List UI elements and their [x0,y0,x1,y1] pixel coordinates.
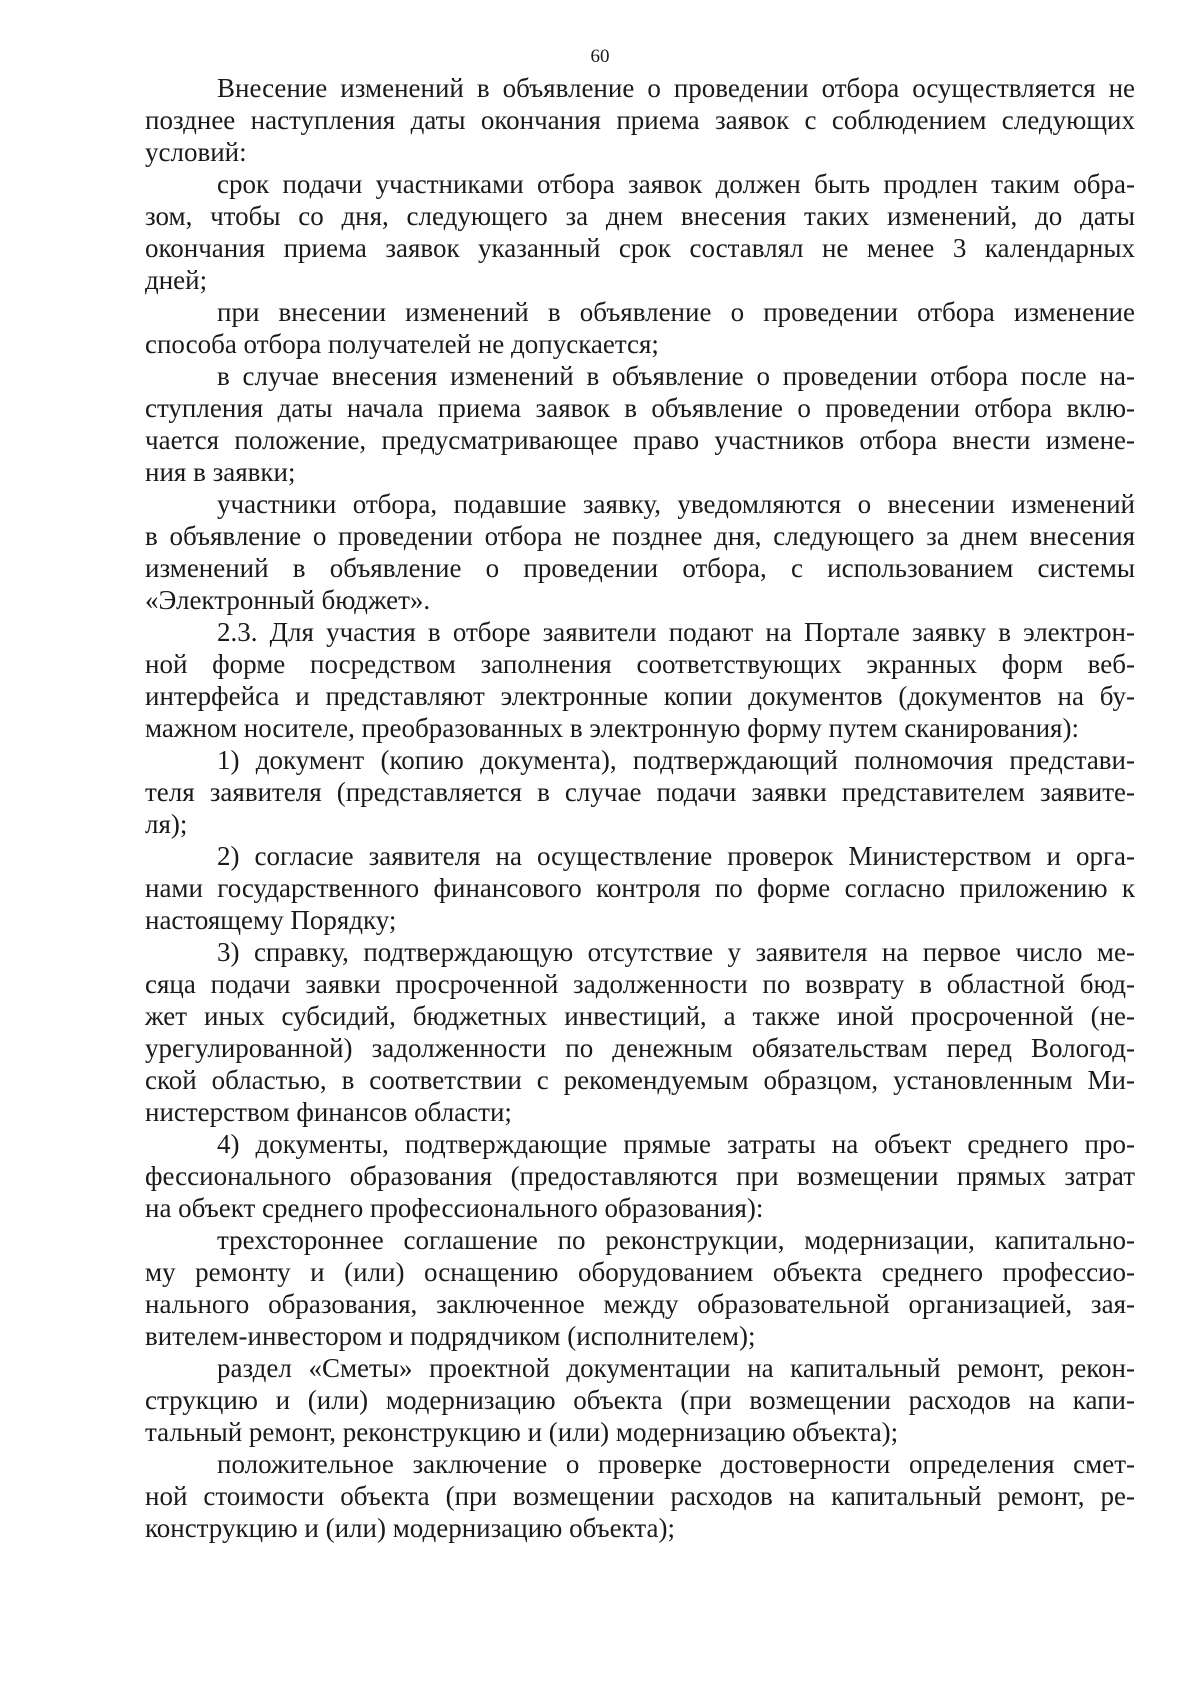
text-line: Внесение изменений в объявление о проведении отбора осуществляется не [217,73,1135,103]
text-line: зом, чтобы со дня, следующего за днем внесения таких изменений, до даты [145,201,1135,231]
text-line: окончания приема заявок указанный срок составлял не менее 3 календарных [145,233,1135,263]
text-line: нами государственного финансового контроля по форме согласно приложению к [145,873,1135,903]
document-body [145,72,1135,1544]
text-line: интерфейса и представляют электронные копии документов (документов на бу- [145,681,1135,711]
text-line: 3) справку, подтверждающую отсутствие у заявителя на первое число ме- [217,937,1135,967]
text-line: дней; [145,265,208,295]
text-line: срок подачи участниками отбора заявок должен быть продлен таким обра- [217,169,1135,199]
paragraph [145,1448,1135,1544]
text-line: способа отбора получателей не допускается; [145,329,659,359]
paragraph [145,744,1135,840]
paragraph [145,616,1135,744]
text-line: тальный ремонт, реконструкцию и (или) модернизацию объекта); [145,1417,899,1447]
text-line: чается положение, предусматривающее право участников отбора внести измене- [145,425,1135,455]
text-line: вителем-инвестором и подрядчиком (исполнителем); [145,1321,756,1351]
text-line: му ремонту и (или) оснащению оборудованием объекта среднего профессио- [145,1257,1135,1287]
paragraph [145,1128,1135,1224]
text-line: фессионального образования (предоставляются при возмещении прямых затрат [145,1161,1135,1191]
text-line: ной стоимости объекта (при возмещении расходов на капитальный ремонт, ре- [145,1481,1135,1511]
text-line: 1) документ (копию документа), подтверждающий полномочия представи- [217,745,1135,775]
paragraph [145,1352,1135,1448]
text-line: ступления даты начала приема заявок в объявление о проведении отбора вклю- [145,393,1135,423]
paragraph [145,1224,1135,1352]
paragraph [145,840,1135,936]
paragraph [145,72,1135,168]
text-line: сяца подачи заявки просроченной задолженности по возврату в областной бюд- [145,969,1135,999]
text-line: ля); [145,809,188,839]
text-line: на объект среднего профессионального образования): [145,1193,764,1223]
text-line: участники отбора, подавшие заявку, уведомляются о внесении изменений [217,489,1135,519]
text-line: ной форме посредством заполнения соответствующих экранных форм веб- [145,649,1135,679]
text-line: жет иных субсидий, бюджетных инвестиций, а также иной просроченной (не- [145,1001,1135,1031]
text-line: позднее наступления даты окончания приема заявок с соблюдением следующих [145,105,1135,135]
text-line: в случае внесения изменений в объявление о проведении отбора после на- [217,361,1135,391]
page-number: 60 [590,46,610,67]
text-line: 2.3. Для участия в отборе заявители подают на Портале заявку в электрон- [217,617,1135,647]
text-line: нистерством финансов области; [145,1097,512,1127]
text-line: теля заявителя (представляется в случае подачи заявки представителем заявите- [145,777,1135,807]
text-line: условий: [145,137,247,167]
text-line: урегулированной) задолженности по денежным обязательствам перед Вологод- [145,1033,1135,1063]
text-line: при внесении изменений в объявление о проведении отбора изменение [217,297,1135,327]
text-line: ния в заявки; [145,457,296,487]
text-line: 4) документы, подтверждающие прямые затраты на объект среднего про- [217,1129,1135,1159]
paragraph [145,936,1135,1128]
text-line: ской областью, в соответствии с рекомендуемым образцом, установленным Ми- [145,1065,1135,1095]
text-line: нального образования, заключенное между образовательной организацией, зая- [145,1289,1135,1319]
text-line: в объявление о проведении отбора не позднее дня, следующего за днем внесения [145,521,1135,551]
text-line: струкцию и (или) модернизацию объекта (при возмещении расходов на капи- [145,1385,1135,1415]
text-line: 2) согласие заявителя на осуществление проверок Министерством и орга- [217,841,1135,871]
text-line: изменений в объявление о проведении отбора, с использованием системы [145,553,1135,583]
text-line: трехстороннее соглашение по реконструкции, модернизации, капитально- [217,1225,1135,1255]
text-line: мажном носителе, преобразованных в электронную форму путем сканирования): [145,713,1079,743]
text-line: раздел «Сметы» проектной документации на капитальный ремонт, рекон- [217,1353,1135,1383]
paragraph [145,488,1135,616]
text-line: конструкцию и (или) модернизацию объекта); [145,1513,675,1543]
text-line: настоящему Порядку; [145,905,397,935]
text-line: «Электронный бюджет». [145,585,431,615]
paragraph [145,360,1135,488]
paragraph [145,168,1135,296]
paragraph [145,296,1135,360]
text-line: положительное заключение о проверке достоверности определения смет- [217,1449,1135,1479]
